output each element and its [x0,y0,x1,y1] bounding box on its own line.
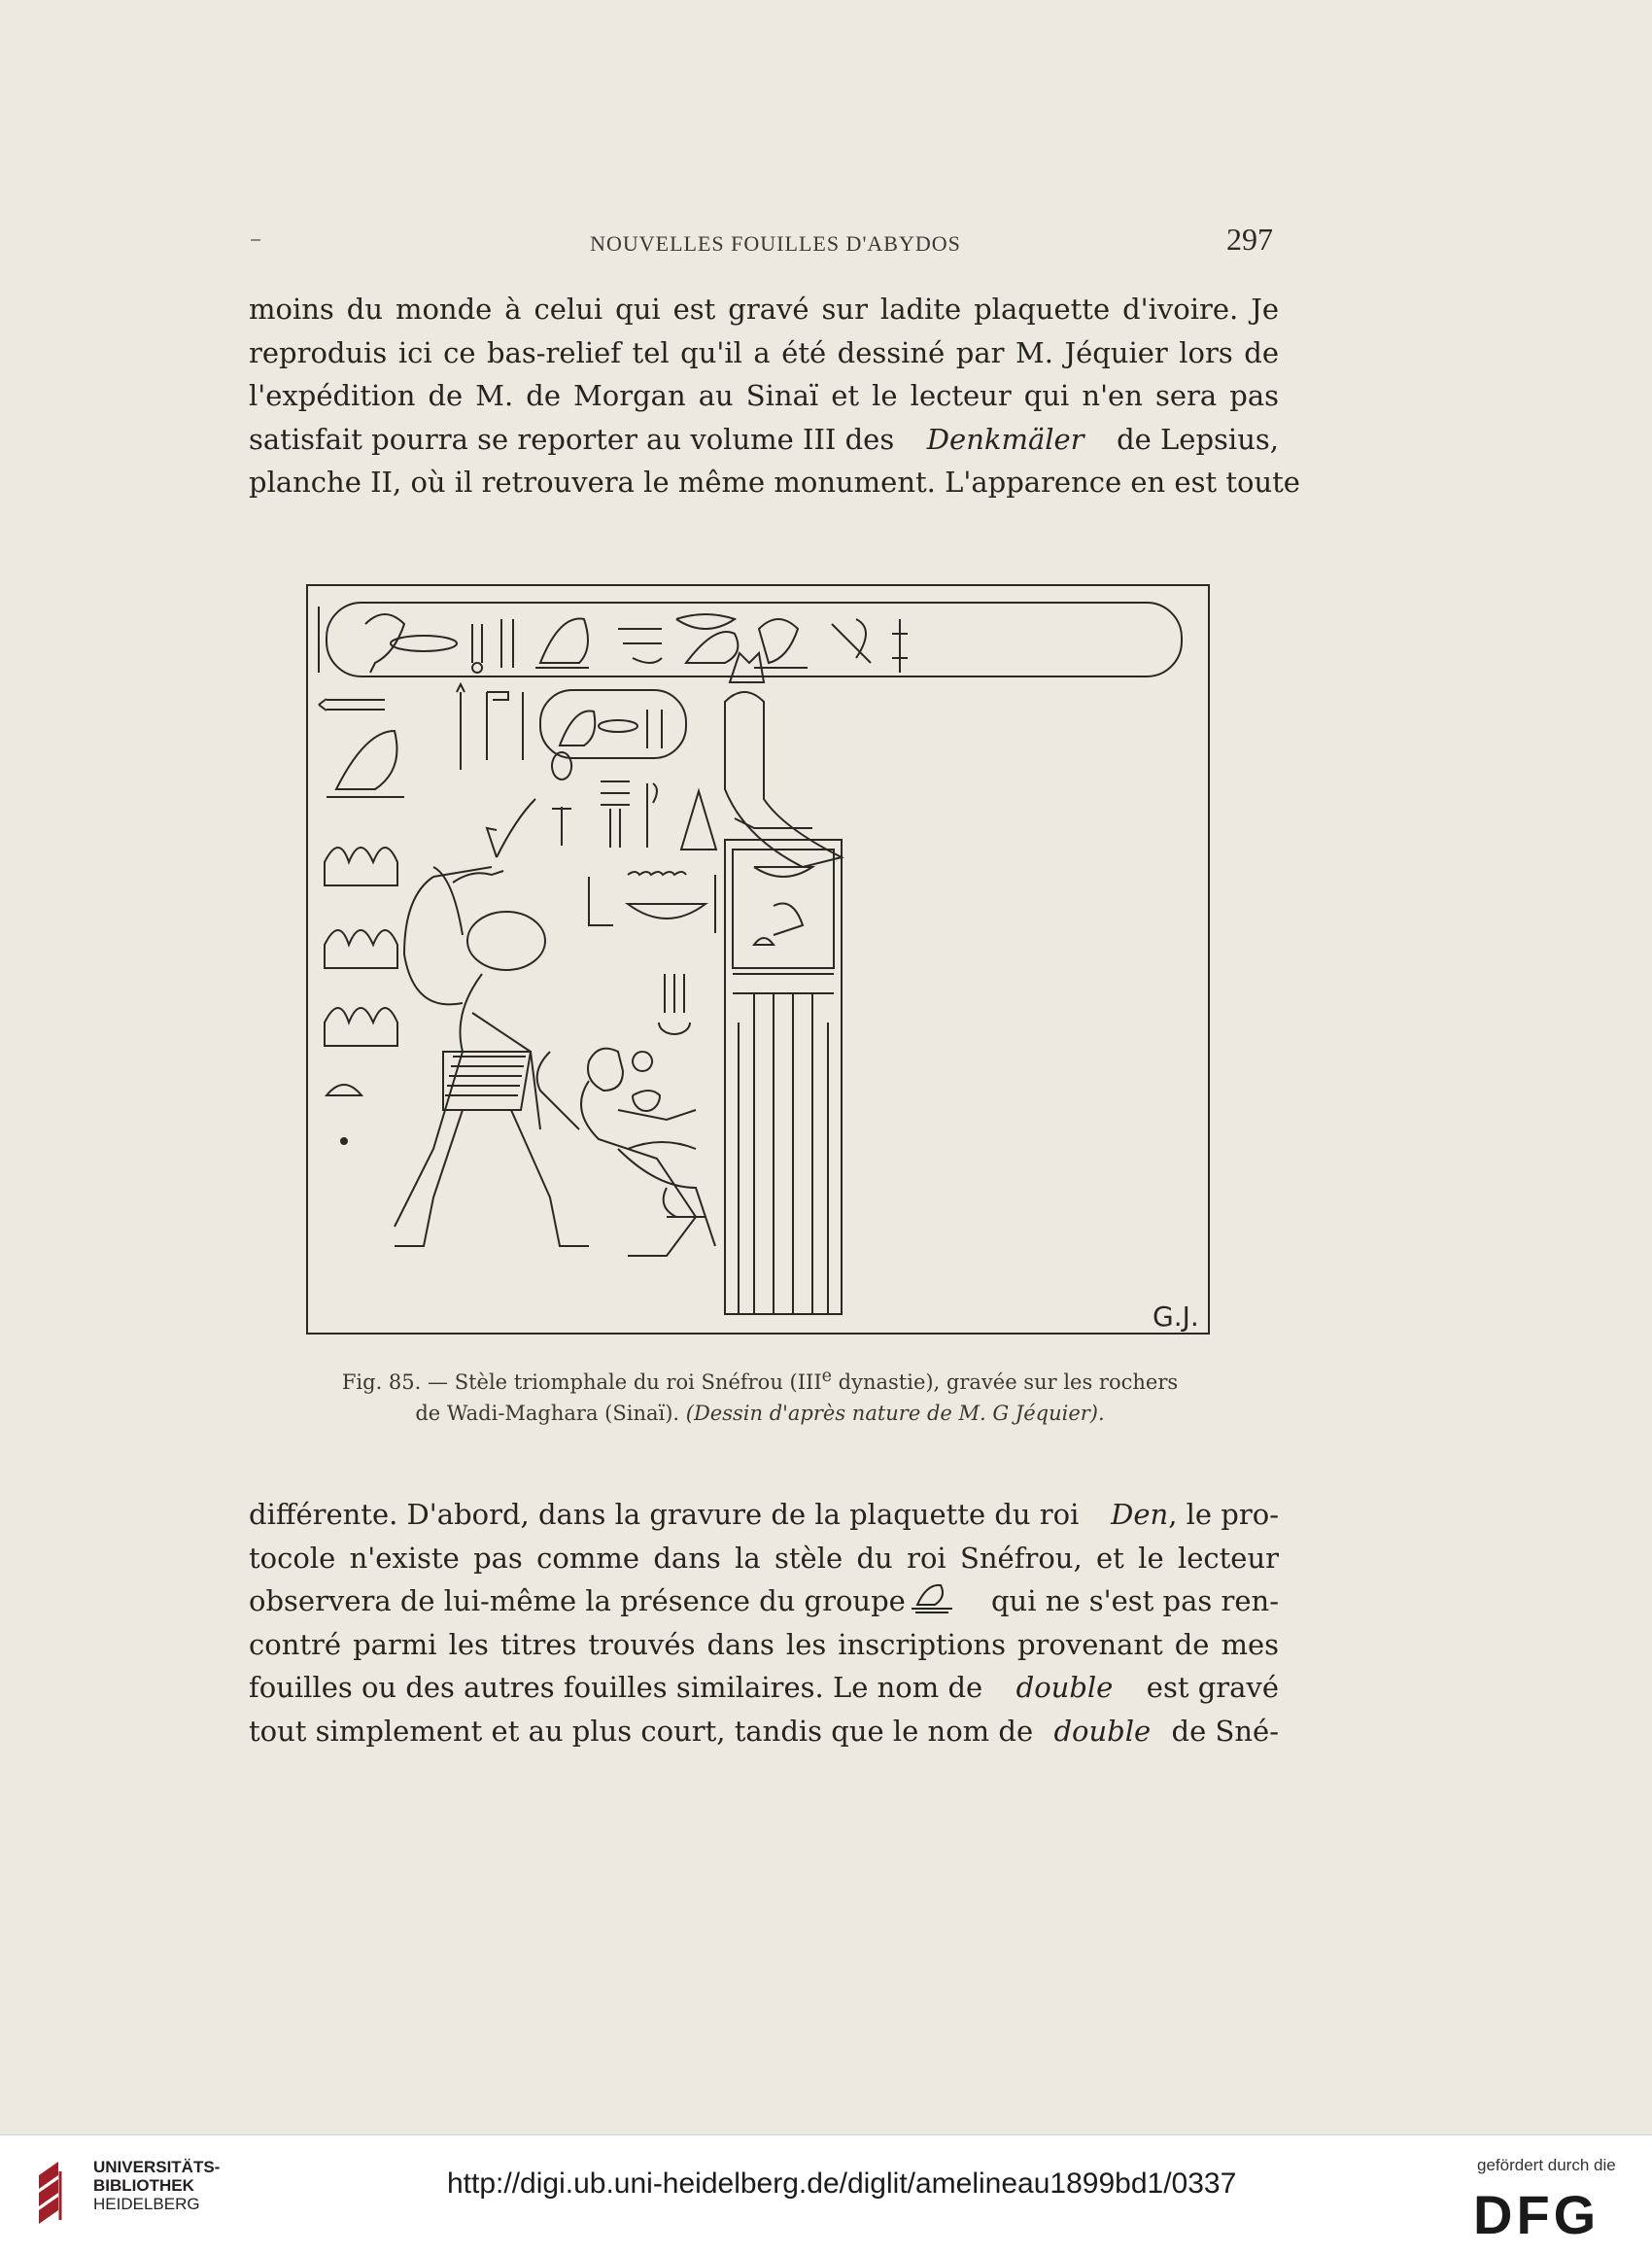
text-segment: satisfait pourra se reporter au volume III des [249,422,895,456]
paragraph-1 [249,288,1300,504]
text-segment: tout simplement et au plus court, tandis que le nom de [249,1714,1034,1748]
page-number: 297 [1226,222,1273,257]
top-cartouche-hieroglyphs [365,614,908,673]
caption-text: — Stèle triomphale du roi Snéfrou (III [428,1370,822,1394]
term-double: double [1015,1671,1114,1704]
hieroglyph-group-glyph [906,1581,958,1616]
text-segment [1111,1493,1279,1537]
term-double: double [1053,1714,1152,1748]
library-name-line: BIBLIOTHEK [93,2176,194,2195]
text-line: contré parmi les titres trouvés dans les inscriptions provenant de mes [249,1627,1279,1661]
margin-mark [251,239,260,241]
paragraph-2 [249,1493,1279,1752]
text-line: reproduis ici ce bas-relief tel qu'il a été dessiné par M. Jéquier lors de [249,335,1279,369]
library-name [93,2158,220,2213]
text-segment [249,1579,958,1623]
left-column-glyphs [319,699,404,1144]
text-segment: est gravé [1146,1671,1279,1704]
caption-credit: (Dessin d'après nature de M. G Jéquier). [685,1402,1105,1425]
artist-signature: G.J. [1153,1300,1199,1333]
text-segment: observera de lui-même la présence du groupe [249,1584,906,1617]
permalink-url[interactable]: http://digi.ub.uni-heidelberg.de/diglit/amelineau1899bd1/0337 [447,2167,1237,2200]
caption-line-2 [284,1398,1236,1429]
superscript: e [821,1367,832,1386]
central-glyphs [457,684,716,1217]
stele-drawing [297,566,1219,1343]
dfg-logo: DFG [1473,2184,1600,2245]
text-line [249,1710,1279,1753]
text-segment: de Sné- [1171,1714,1279,1748]
text-line: moins du monde à celui qui est gravé sur ladite plaquette d'ivoire. Je [249,293,1279,326]
text-line: tocole n'existe pas comme dans la stèle du roi Snéfrou, et le lecteur [249,1541,1279,1575]
king-name-den: Den [1111,1498,1169,1531]
text-line: planche II, où il retrouvera le même monument. L'apparence en est toute [249,466,1300,499]
figure-label: Fig. 85. [341,1370,422,1394]
library-name-line: HEIDELBERG [93,2195,200,2213]
king-figure [395,799,589,1246]
top-cartouche [327,603,1182,676]
book-title-denkmaler: Denkmäler [926,422,1084,456]
text-segment: qui ne s'est pas ren- [990,1584,1279,1617]
university-library-logo-icon [29,2156,78,2234]
text-segment: différente. D'abord, dans la gravure de la plaquette du roi [249,1498,1080,1531]
figure-caption [284,1361,1236,1429]
text-line: l'expédition de M. de Morgan au Sinaï et le lecteur qui n'en sera pas [249,379,1279,412]
text-line [249,1579,1279,1623]
text-segment: , le pro- [1168,1498,1279,1531]
text-line [249,1493,1279,1537]
caption-text: dynastie), gravée sur les rochers [838,1370,1179,1394]
caption-text: de Wadi-Maghara (Sinaï). [415,1402,680,1425]
funding-label: gefördert durch die [1477,2156,1616,2174]
horus-falcon [725,653,842,867]
library-name-line: UNIVERSITÄTS- [93,2158,221,2176]
running-title: NOUVELLES FOUILLES D'ABYDOS [590,231,961,256]
text-segment: fouilles ou des autres fouilles similaires. Le nom de [249,1671,983,1704]
figure-stele-snefrou [297,566,1219,1343]
caption-line-1 [284,1361,1236,1398]
serekh [725,840,842,1314]
text-line [249,418,1279,462]
text-line [249,1666,1279,1710]
captive-figure [537,1049,715,1256]
text-segment: de Lepsius, [1117,422,1279,456]
